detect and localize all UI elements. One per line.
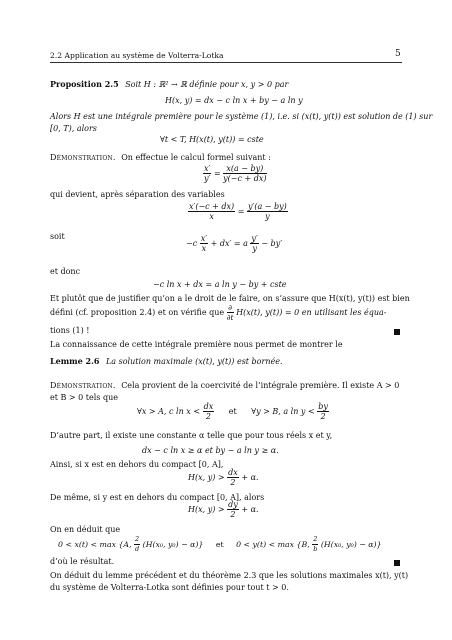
equation-ratio: $\frac{x'}{y'}$ = $\frac{x(a - by)}{y(-c + dx)}$ [203, 164, 267, 183]
alpha-inequalities: dx − c ln x ≥ α et by − a ln y ≥ α. [142, 446, 279, 455]
fraction: $\frac{2}{d}$ [135, 535, 140, 553]
qed-mark [394, 558, 400, 569]
equation-integrated: −c ln x + dx = a ln y − by + cste [153, 280, 287, 289]
et-donc-text: et donc [50, 267, 81, 276]
proof-2-line-3: D’autre part, il existe une constante α telle que pour tous réels x et y, [50, 431, 333, 440]
proof-1-intro [50, 152, 271, 163]
fraction: $\frac{y'}{y}$ [251, 234, 258, 253]
proposition-label: Proposition 2.5 [50, 79, 119, 89]
proposition-conclusion: ∀t < T, H(x(t), y(t)) = cste [160, 135, 264, 144]
proof-2-line-7: d’où le résultat. [50, 557, 115, 566]
proof-intro-text: On effectue le calcul formel suivant : [121, 153, 271, 162]
justification-line-3: tions (1) ! [50, 326, 90, 335]
fraction: $\frac{x'}{x}$ [200, 234, 208, 253]
proof-2-line-4: Ainsi, si x est en dehors du compact [0, A], [50, 460, 224, 469]
proposition-2-5 [50, 79, 288, 90]
lemma-2-6 [50, 356, 282, 367]
lemma-statement: La solution maximale (x(t), y(t)) est bornée. [105, 357, 283, 366]
proof-2-line-2: et B > 0 tels que [50, 393, 118, 402]
fraction: $\frac{dx}{2}$ [203, 402, 214, 421]
proof-label: Démonstration. [50, 381, 116, 390]
fraction: $\frac{x'}{y'}$ [203, 164, 211, 183]
fraction: $\frac{2}{b}$ [313, 535, 318, 553]
partial-derivative: $\frac{\partial}{\partial t}$ [226, 303, 234, 322]
qed-mark [394, 327, 400, 338]
justification-line-2: défini (cf. proposition 2.4) et on vérifie que $\frac{\partial}{\partial t}$ H(x(t), y(t)) = 0 en utilisant les équa- [50, 303, 387, 322]
header-rule [50, 62, 402, 63]
solution-bounds: 0 < x(t) < max {A, $\frac{2}{d}$ (H(x₀, y₀) − α)} et 0 < y(t) < max {B, $\frac{2}{b}$ (H(x₀, y₀) − α)} [58, 535, 382, 553]
soit-text: soit [50, 232, 65, 241]
fraction: $\frac{y'(a - by)}{y}$ [247, 202, 287, 221]
proof-2-line-1: Démonstration. Cela provient de la coercivité de l’intégrale première. Il existe A > 0 [50, 381, 400, 390]
transition-text: La connaissance de cette intégrale première nous permet de montrer le [50, 340, 343, 349]
fraction: $\frac{dy}{2}$ [228, 500, 238, 519]
running-header: 2.2 Application au système de Volterra-Lotka [50, 51, 224, 60]
fraction: $\frac{x'(-c + dx)}{x}$ [189, 202, 235, 221]
equation-separated: $\frac{x'(-c + dx)}{x}$ = $\frac{y'(a - by)}{y}$ [189, 202, 287, 221]
proof-label: Démonstration. [50, 153, 116, 162]
proposition-line-1: Alors H est une intégrale première pour le système (1), i.e. si (x(t), y(t)) est solution de (1) sur [50, 112, 433, 121]
proposition-equation: H(x, y) = dx − c ln x + by − a ln y [165, 96, 303, 105]
justification-line-1: Et plutôt que de justifier qu’on a le droit de le faire, on s’assure que H(x(t), y(t)) est bien [50, 294, 410, 303]
separation-text: qui devient, après séparation des variables [50, 190, 225, 199]
h-bound-y: H(x, y) > $\frac{dy}{2}$ + α. [188, 500, 259, 519]
h-bound-x: H(x, y) > $\frac{dx}{2}$ + α. [188, 468, 259, 487]
proposition-line-2: [0, T), alors [50, 124, 97, 133]
lemma-label: Lemme 2.6 [50, 356, 100, 366]
page-number: 5 [395, 49, 401, 59]
equation-derivatives: −c $\frac{x'}{x}$ + dx′ = a $\frac{y'}{y}$ − by′ [186, 234, 283, 253]
fraction: $\frac{dx}{2}$ [228, 468, 238, 487]
final-line-2: du système de Volterra-Lotka sont définies pour tout t > 0. [50, 583, 289, 592]
fraction: $\frac{by}{2}$ [318, 402, 328, 421]
proposition-statement: Soit H : ℝ² → ℝ définie pour x, y > 0 par [125, 80, 289, 89]
fraction: $\frac{x(a - by)}{y(-c + dx)}$ [223, 164, 267, 183]
final-line-1: On déduit du lemme précédent et du théorème 2.3 que les solutions maximales x(t), y(t) [50, 571, 409, 580]
proof-2-line-6: On en déduit que [50, 525, 121, 534]
proof-2-line-5: De même, si y est en dehors du compact [0, A], alors [50, 493, 265, 502]
coercivity-inequalities: ∀x > A, c ln x < $\frac{dx}{2}$ et ∀y > B, a ln y < $\frac{by}{2}$ [137, 402, 328, 421]
